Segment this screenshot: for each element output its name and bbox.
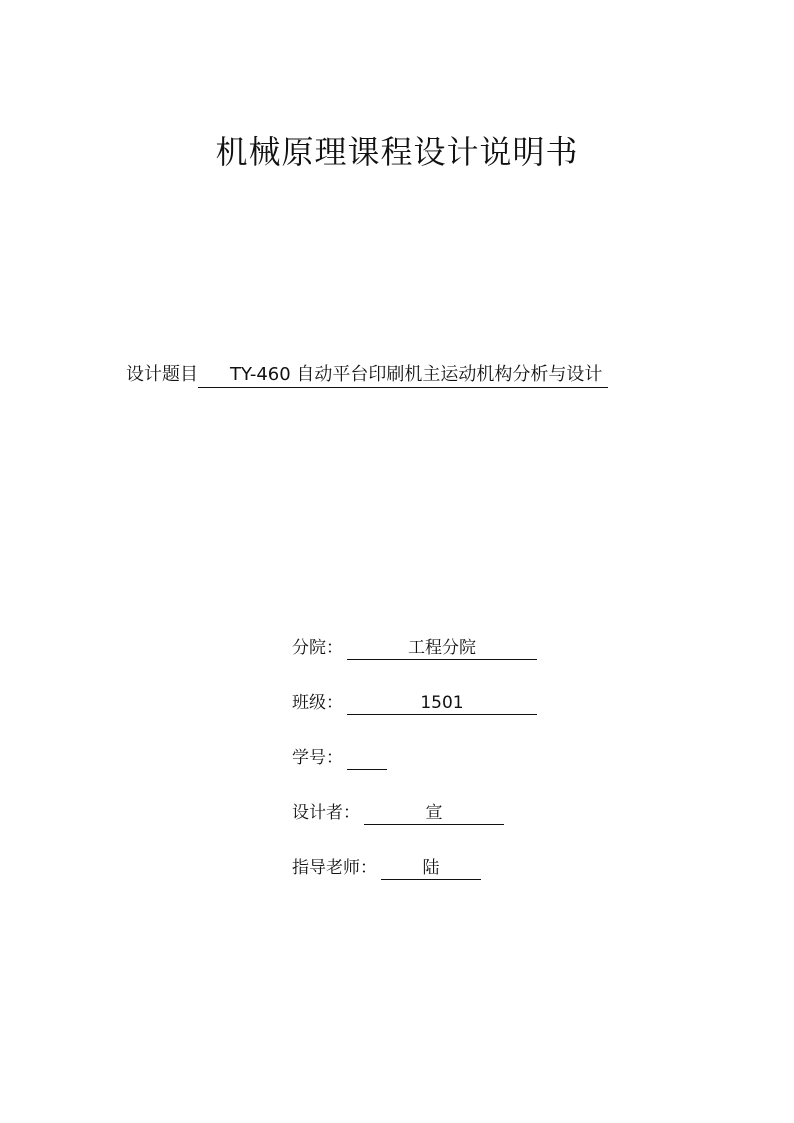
branch-label: 分院： xyxy=(292,638,343,658)
advisor-value: 陆 xyxy=(381,857,481,880)
designer-label: 设计者： xyxy=(292,803,360,823)
designer-value: 宣 xyxy=(364,802,504,825)
branch-row xyxy=(292,636,537,660)
design-topic-row xyxy=(126,362,608,388)
designer-row xyxy=(292,801,504,825)
advisor-row xyxy=(292,856,481,880)
advisor-label: 指导老师： xyxy=(292,858,377,878)
student-id-label: 学号： xyxy=(292,748,343,768)
document-title: 机械原理课程设计说明书 xyxy=(215,133,579,171)
branch-value: 工程分院 xyxy=(347,637,537,660)
design-topic-value: TY-460 自动平台印刷机主运动机构分析与设计 xyxy=(198,363,608,388)
class-row xyxy=(292,691,537,715)
student-id-value xyxy=(347,747,387,770)
class-value: 1501 xyxy=(347,692,537,715)
class-label: 班级： xyxy=(292,693,343,713)
design-topic-label: 设计题目 xyxy=(126,364,198,385)
student-id-row xyxy=(292,746,387,770)
